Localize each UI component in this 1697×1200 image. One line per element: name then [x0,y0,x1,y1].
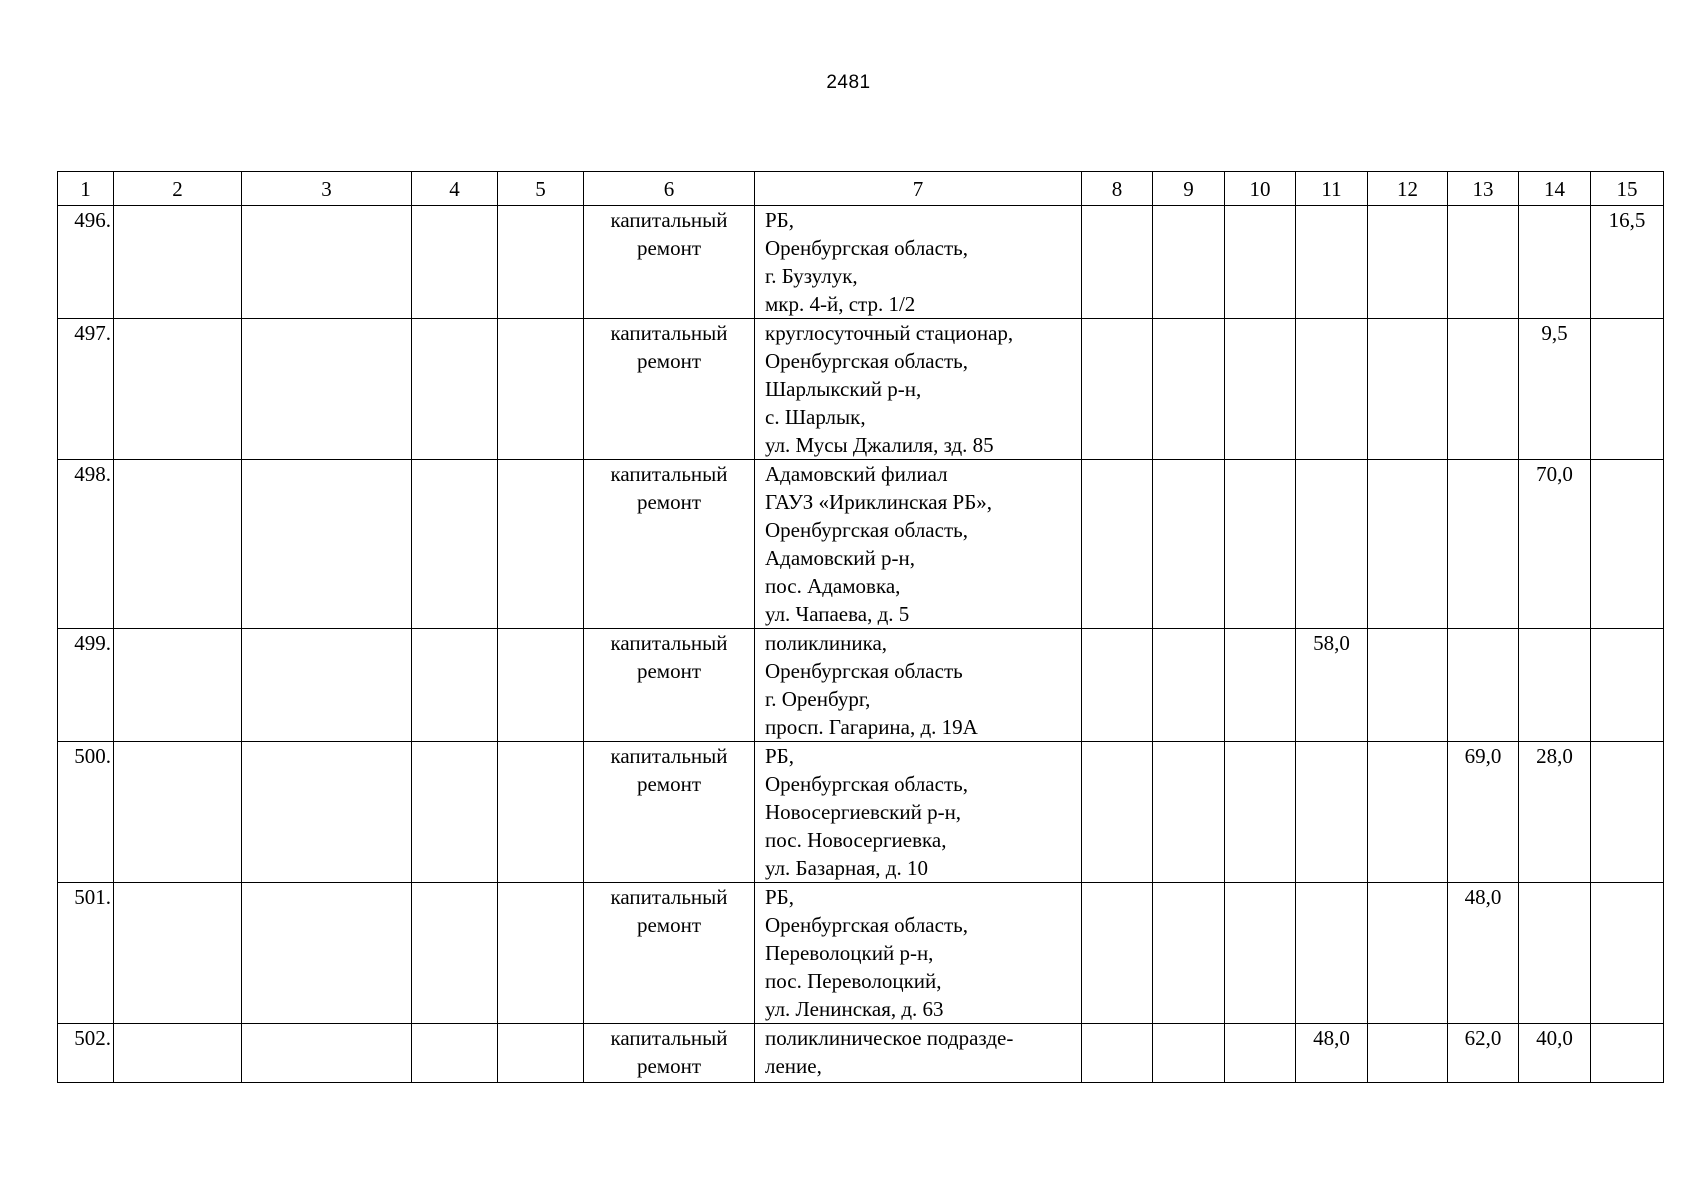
cell-empty [412,629,498,742]
cell-empty [412,883,498,1024]
cell-empty [1225,206,1296,319]
value-col-13 [1448,206,1519,319]
facility-address: круглосуточный стационар, Оренбургская область, Шарлыкский р-н, с. Шарлык, ул. Мусы Джалиля, зд. 85 [755,319,1082,460]
value-col-11 [1296,883,1368,1024]
column-header: 4 [412,172,498,206]
cell-empty [242,206,412,319]
cell-empty [498,742,584,883]
table-row [58,742,1664,883]
cell-empty [1153,460,1225,629]
header-row [58,172,1664,206]
row-number: 502. [58,1024,114,1083]
cell-empty [114,319,242,460]
column-header: 8 [1082,172,1153,206]
value-col-11 [1296,742,1368,883]
register-table [57,171,1664,1083]
column-header: 15 [1591,172,1664,206]
value-col-11 [1296,206,1368,319]
cell-empty [1082,319,1153,460]
row-number: 497. [58,319,114,460]
cell-empty [1225,629,1296,742]
cell-empty [412,742,498,883]
cell-empty [242,742,412,883]
cell-empty [1082,742,1153,883]
cell-empty [1153,742,1225,883]
cell-empty [242,319,412,460]
value-col-13: 62,0 [1448,1024,1519,1083]
cell-empty [1153,629,1225,742]
cell-empty [1225,1024,1296,1083]
value-col-14: 28,0 [1519,742,1591,883]
cell-empty [1153,206,1225,319]
column-header: 14 [1519,172,1591,206]
value-col-11: 48,0 [1296,1024,1368,1083]
cell-empty [114,883,242,1024]
column-header: 7 [755,172,1082,206]
cell-empty [1368,460,1448,629]
value-col-15 [1591,1024,1664,1083]
value-col-15 [1591,319,1664,460]
column-header: 2 [114,172,242,206]
cell-empty [1368,319,1448,460]
value-col-14: 9,5 [1519,319,1591,460]
cell-empty [1082,206,1153,319]
value-col-11 [1296,319,1368,460]
facility-address: Адамовский филиал ГАУЗ «Ириклинская РБ», Оренбургская область, Адамовский р-н, пос. Адамовка, ул. Чапаева, д. 5 [755,460,1082,629]
work-type: капитальный ремонт [584,319,755,460]
row-number: 500. [58,742,114,883]
value-col-13: 69,0 [1448,742,1519,883]
table-row [58,883,1664,1024]
cell-empty [498,1024,584,1083]
work-type: капитальный ремонт [584,883,755,1024]
value-col-14: 40,0 [1519,1024,1591,1083]
page-number: 2481 [826,72,871,93]
cell-empty [1368,206,1448,319]
cell-empty [114,742,242,883]
value-col-14 [1519,883,1591,1024]
facility-address: РБ, Оренбургская область, г. Бузулук, мкр. 4-й, стр. 1/2 [755,206,1082,319]
value-col-15 [1591,742,1664,883]
cell-empty [498,206,584,319]
cell-empty [242,1024,412,1083]
cell-empty [412,206,498,319]
table-row [58,206,1664,319]
cell-empty [1082,883,1153,1024]
facility-address: РБ, Оренбургская область, Новосергиевский р-н, пос. Новосергиевка, ул. Базарная, д. 10 [755,742,1082,883]
cell-empty [1082,1024,1153,1083]
value-col-15: 16,5 [1591,206,1664,319]
value-col-13 [1448,629,1519,742]
column-header: 12 [1368,172,1448,206]
facility-address: поликлиника, Оренбургская область г. Оренбург, просп. Гагарина, д. 19А [755,629,1082,742]
cell-empty [1225,883,1296,1024]
cell-empty [1153,319,1225,460]
cell-empty [1368,629,1448,742]
value-col-15 [1591,460,1664,629]
facility-address: РБ, Оренбургская область, Переволоцкий р-н, пос. Переволоцкий, ул. Ленинская, д. 63 [755,883,1082,1024]
cell-empty [1225,742,1296,883]
cell-empty [498,629,584,742]
column-header: 11 [1296,172,1368,206]
table-body [58,206,1664,1083]
table-row [58,460,1664,629]
cell-empty [114,206,242,319]
row-number: 496. [58,206,114,319]
cell-empty [1368,883,1448,1024]
cell-empty [1082,629,1153,742]
value-col-13 [1448,460,1519,629]
cell-empty [1368,1024,1448,1083]
value-col-14 [1519,629,1591,742]
cell-empty [1225,319,1296,460]
cell-empty [1368,742,1448,883]
work-type: капитальный ремонт [584,629,755,742]
cell-empty [114,629,242,742]
column-header: 9 [1153,172,1225,206]
cell-empty [114,1024,242,1083]
work-type: капитальный ремонт [584,460,755,629]
value-col-11 [1296,460,1368,629]
value-col-15 [1591,629,1664,742]
work-type: капитальный ремонт [584,206,755,319]
cell-empty [1225,460,1296,629]
row-number: 498. [58,460,114,629]
value-col-13: 48,0 [1448,883,1519,1024]
cell-empty [242,883,412,1024]
cell-empty [1153,1024,1225,1083]
table-row [58,629,1664,742]
value-col-13 [1448,319,1519,460]
cell-empty [1153,883,1225,1024]
column-header: 5 [498,172,584,206]
table-row [58,319,1664,460]
cell-empty [242,460,412,629]
row-number: 501. [58,883,114,1024]
value-col-11: 58,0 [1296,629,1368,742]
work-type: капитальный ремонт [584,742,755,883]
cell-empty [412,460,498,629]
value-col-14: 70,0 [1519,460,1591,629]
value-col-15 [1591,883,1664,1024]
column-header: 1 [58,172,114,206]
table-row [58,1024,1664,1083]
column-header: 6 [584,172,755,206]
column-header: 10 [1225,172,1296,206]
cell-empty [412,1024,498,1083]
cell-empty [242,629,412,742]
work-type: капитальный ремонт [584,1024,755,1083]
cell-empty [1082,460,1153,629]
column-header: 13 [1448,172,1519,206]
value-col-14 [1519,206,1591,319]
cell-empty [114,460,242,629]
facility-address: поликлиническое подразде- ление, [755,1024,1082,1083]
column-header: 3 [242,172,412,206]
cell-empty [498,319,584,460]
row-number: 499. [58,629,114,742]
cell-empty [412,319,498,460]
cell-empty [498,883,584,1024]
cell-empty [498,460,584,629]
